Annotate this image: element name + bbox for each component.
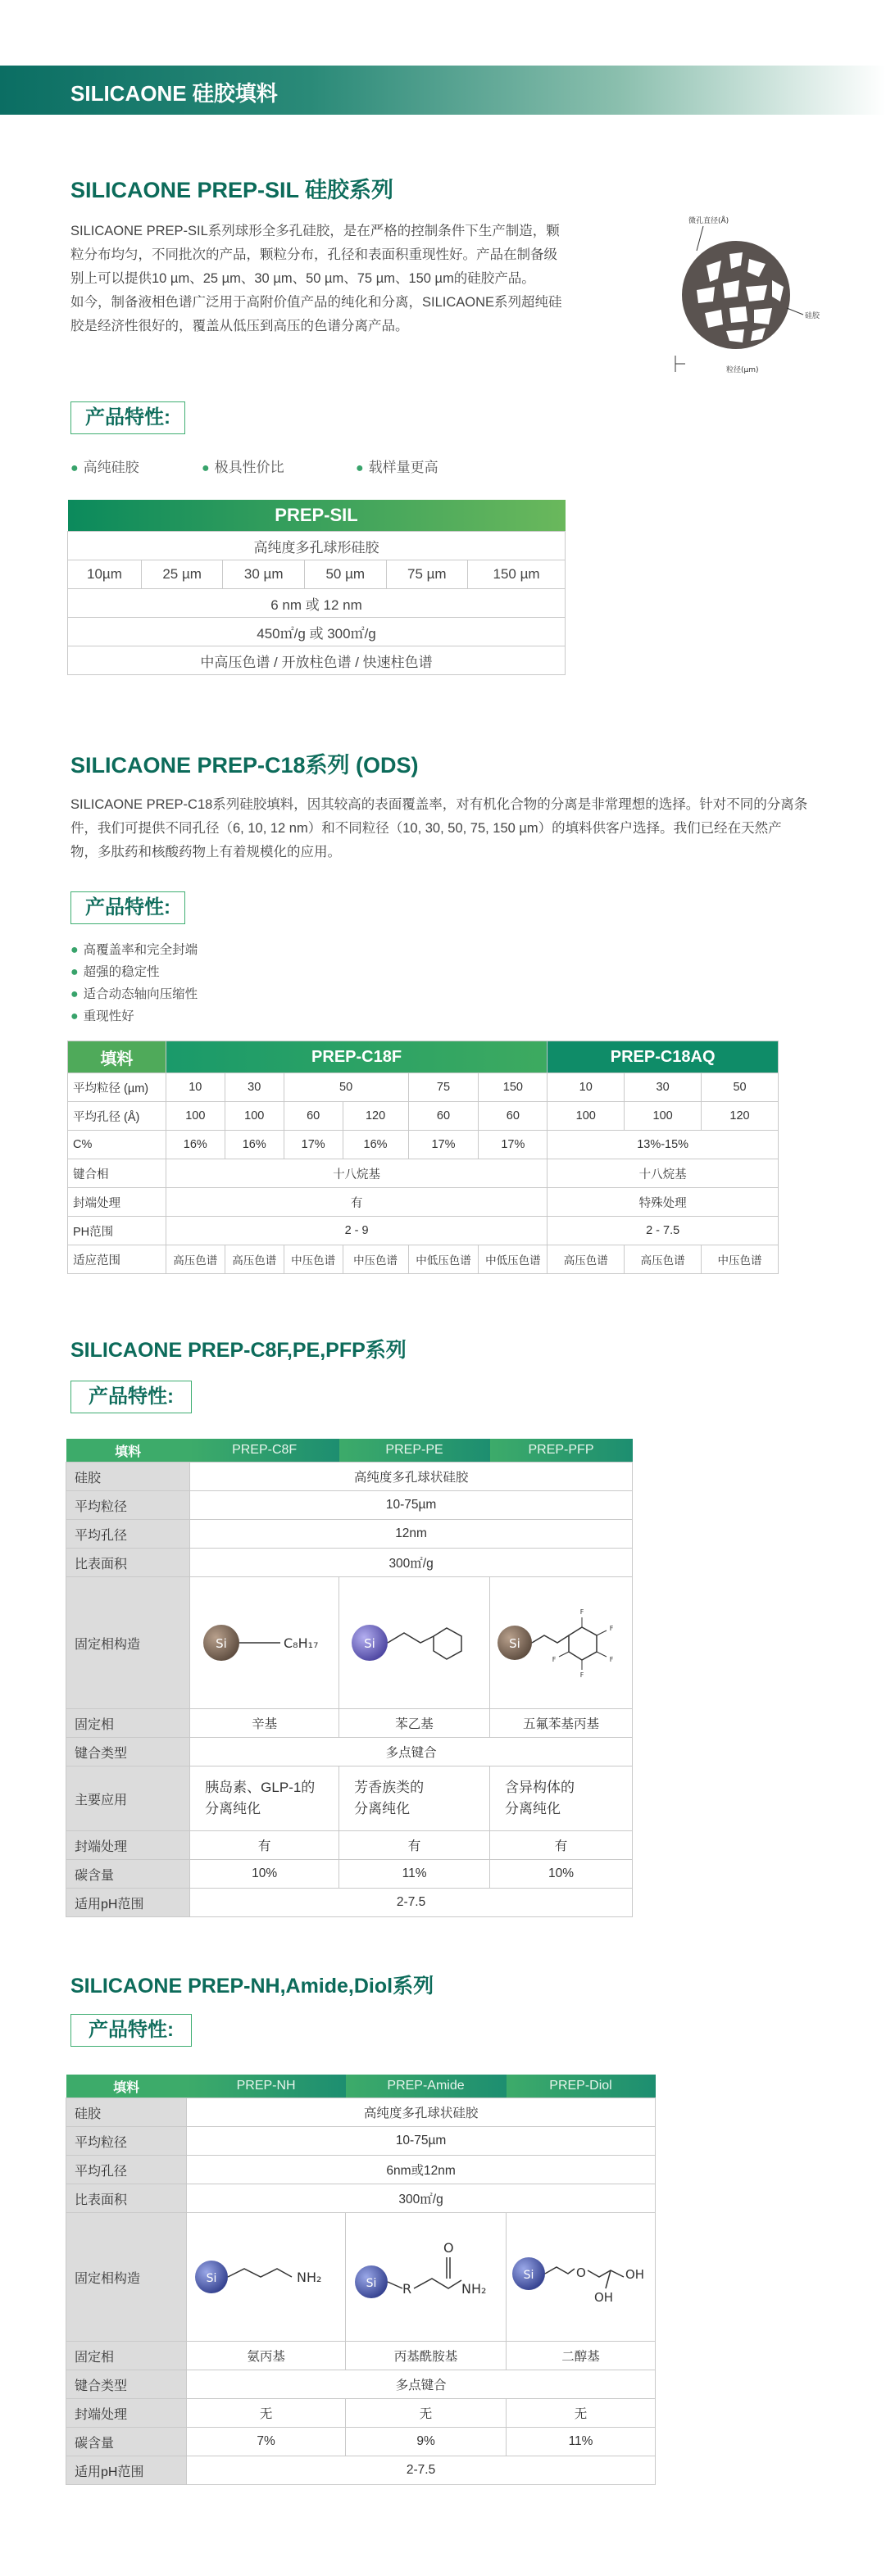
c18-header-c18f: PREP-C18F <box>166 1041 547 1073</box>
bullet-dot-icon: ● <box>202 461 210 475</box>
c18-cell: 2 - 9 <box>166 1217 547 1245</box>
amine-group: NH₂ <box>296 2270 322 2285</box>
c18-spec-table <box>67 1041 779 1274</box>
c18-row-label: 平均孔径 (Å) <box>68 1102 166 1131</box>
sil-feature-item: ● 高纯硅胶 <box>70 460 139 475</box>
nh-row-label: 比表面积 <box>66 2184 187 2213</box>
nh-row-label: 封端处理 <box>66 2399 187 2428</box>
nh-cell: 无 <box>507 2399 656 2428</box>
pentafluorophenyl-ring-icon <box>569 1627 597 1660</box>
c18-cell: 高压色谱 <box>548 1245 625 1274</box>
pe-structure-cell <box>339 1577 490 1709</box>
si-label: Si <box>523 2269 534 2282</box>
nh-row-label: 固定相构造 <box>66 2213 187 2342</box>
c8-row-label: 比表面积 <box>66 1549 190 1577</box>
nh-spec-table <box>66 2075 656 2485</box>
c8-features-heading: 产品特性: <box>70 1381 192 1413</box>
si-label: Si <box>508 1636 520 1651</box>
c18-cell: 50 <box>702 1073 779 1102</box>
c8-row-label: 硅胶 <box>66 1463 190 1491</box>
sil-spec-table <box>67 500 566 675</box>
nh-cell: 丙基酰胺基 <box>346 2342 507 2370</box>
c18-cell: 高压色谱 <box>166 1245 225 1274</box>
c8-header-c8f: PREP-C8F <box>190 1439 339 1463</box>
c8-header-pe: PREP-PE <box>339 1439 490 1463</box>
c8-section-title: SILICAONE PREP-C8F,PE,PFP系列 <box>70 1339 407 1362</box>
nh-cell: 300㎡/g <box>187 2184 656 2213</box>
c18-feature-item: ● 高覆盖率和完全封端 <box>70 943 198 957</box>
sil-feature-item: ● 载样量更高 <box>356 460 438 475</box>
c8-row-label: 平均孔径 <box>66 1520 190 1549</box>
amide-nh2: NH₂ <box>461 2281 486 2297</box>
c18-cell: 中压色谱 <box>702 1245 779 1274</box>
c18-cell: 16% <box>343 1131 408 1159</box>
c8-row-label: 封端处理 <box>66 1831 190 1860</box>
diagram-top-label: 微孔直径(Å) <box>688 217 729 225</box>
c8-cell: 苯乙基 <box>339 1709 490 1738</box>
c18-cell: 高压色谱 <box>225 1245 284 1274</box>
c18-cell: 10 <box>548 1073 625 1102</box>
c18-cell: 16% <box>166 1131 225 1159</box>
bullet-dot-icon: ● <box>356 461 364 475</box>
diol-ether-oxygen: O <box>575 2265 586 2280</box>
c18-row-label: C% <box>68 1131 166 1159</box>
nh-row-label: 平均粒径 <box>66 2127 187 2156</box>
c18-row-label: 键合相 <box>68 1159 166 1188</box>
c18-feature-item: ● 适合动态轴向压缩性 <box>70 987 198 1001</box>
nh-cell: 多点键合 <box>187 2370 656 2399</box>
c18-feature-item: ● 超强的稳定性 <box>70 965 160 979</box>
c18-cell: 60 <box>408 1102 479 1131</box>
c8-cell: 300㎡/g <box>190 1549 633 1577</box>
c18-features-heading: 产品特性: <box>70 891 185 924</box>
diagram-right-label: 硅胶 <box>805 312 820 320</box>
c18-row-label: 封端处理 <box>68 1188 166 1217</box>
c18-cell: 30 <box>225 1073 284 1102</box>
c8-cell: 多点键合 <box>190 1738 633 1766</box>
c18-cell: 75 <box>408 1073 479 1102</box>
c8-formula: C₈H₁₇ <box>283 1635 319 1651</box>
sil-features-heading: 产品特性: <box>70 401 185 434</box>
nh-structure-cell <box>187 2213 346 2342</box>
c8-row-label: 主要应用 <box>66 1766 190 1831</box>
c8-cell: 10-75µm <box>190 1491 633 1520</box>
nh-cell: 10-75µm <box>187 2127 656 2156</box>
bullet-dot-icon: ● <box>70 987 79 1001</box>
sil-size-cell: 30 µm <box>223 560 305 589</box>
nh-cell: 9% <box>346 2428 507 2456</box>
si-label: Si <box>366 2277 376 2290</box>
c18-cell: 中压色谱 <box>343 1245 408 1274</box>
c8-row-label: 适用pH范围 <box>66 1889 190 1917</box>
c8-cell: 10% <box>490 1860 633 1889</box>
c18-cell: 17% <box>479 1131 548 1159</box>
nh-features-heading: 产品特性: <box>70 2014 192 2047</box>
nh-row-label: 平均孔径 <box>66 2156 187 2184</box>
c18-paragraph: SILICAONE PREP-C18系列硅胶填料，因其较高的表面覆盖率，对有机化合物的分离是非常理想的选择。针对不同的分离条件，我们可提供不同孔径（6, 10, 12 nm）和不同粒径（10, 30, 50, 75, 150 µm）的填料供客户选择。我们已经在天然产物，多肽药和核酸药物上有着规模化的应用。 <box>70 797 808 859</box>
c18-row-label: 适应范围 <box>68 1245 166 1274</box>
page-banner <box>0 66 886 115</box>
nh-row-label: 碳含量 <box>66 2428 187 2456</box>
amide-structure <box>350 2228 502 2326</box>
amide-oxygen: O <box>443 2240 454 2256</box>
si-label: Si <box>363 1636 375 1651</box>
c8-app-cell: 胰岛素、GLP-1的 分离纯化 <box>190 1766 339 1831</box>
c8-spec-table <box>66 1439 633 1917</box>
c18-cell: 50 <box>284 1073 408 1102</box>
c18-header-filler: 填料 <box>68 1041 166 1073</box>
c18-cell: 有 <box>166 1188 547 1217</box>
c18-header-c18aq: PREP-C18AQ <box>548 1041 779 1073</box>
sil-table-cell: 450㎡/g 或 300㎡/g <box>68 618 566 646</box>
benzene-ring-icon <box>434 1628 461 1659</box>
pfp-structure <box>492 1598 631 1688</box>
porous-silica-diagram <box>664 211 828 375</box>
banner-title: SILICAONE 硅胶填料 <box>70 81 278 106</box>
c8-cell: 10% <box>190 1860 339 1889</box>
c8-row-label: 固定相构造 <box>66 1577 190 1709</box>
nh-cell: 2-7.5 <box>187 2456 656 2485</box>
sil-table-cell: 高纯度多孔球形硅胶 <box>68 532 566 560</box>
diol-hydroxyl: OH <box>593 2290 613 2305</box>
c8-structure-cell <box>190 1577 339 1709</box>
nh-section-title: SILICAONE PREP-NH,Amide,Diol系列 <box>70 1975 434 1998</box>
c8-row-label: 平均粒径 <box>66 1491 190 1520</box>
c18-cell: 150 <box>479 1073 548 1102</box>
nh-header-filler: 填料 <box>66 2075 187 2098</box>
c8-cell: 有 <box>339 1831 490 1860</box>
nh-cell: 高纯度多孔球状硅胶 <box>187 2098 656 2127</box>
c18-cell: 特殊处理 <box>548 1188 779 1217</box>
diol-hydroxyl: OH <box>625 2267 644 2282</box>
nh-cell: 7% <box>187 2428 346 2456</box>
c8-cell: 有 <box>190 1831 339 1860</box>
pe-structure <box>345 1602 484 1684</box>
c18-cell: 高压色谱 <box>625 1245 702 1274</box>
c18-cell: 中低压色谱 <box>479 1245 548 1274</box>
c8-header-filler: 填料 <box>66 1439 190 1463</box>
nh-cell: 氨丙基 <box>187 2342 346 2370</box>
c8-cell: 11% <box>339 1860 490 1889</box>
c18-row-label: 平均粒径 (µm) <box>68 1073 166 1102</box>
c18-cell: 120 <box>702 1102 779 1131</box>
c18-cell: 16% <box>225 1131 284 1159</box>
c18-cell: 100 <box>166 1102 225 1131</box>
c18-cell: 30 <box>625 1073 702 1102</box>
c18-row-label: PH范围 <box>68 1217 166 1245</box>
diagram-bottom-label: 粒径(µm) <box>726 366 759 374</box>
c18-cell: 60 <box>284 1102 343 1131</box>
c18-cell: 10 <box>166 1073 225 1102</box>
sil-size-cell: 75 µm <box>386 560 468 589</box>
c8-row-label: 键合类型 <box>66 1738 190 1766</box>
c8-app-cell: 芳香族类的 分离纯化 <box>339 1766 490 1831</box>
sil-paragraph-2: 如今，制备液相色谱广泛用于高附价值产品的纯化和分离，SILICAONE系列超纯硅胶是经济性很好的，覆盖从低压到高压的色谱分离产品。 <box>70 295 562 333</box>
diol-structure-cell <box>507 2213 656 2342</box>
nh-header-nh: PREP-NH <box>187 2075 346 2098</box>
nh-header-diol: PREP-Diol <box>507 2075 656 2098</box>
sil-size-cell: 50 µm <box>304 560 386 589</box>
amide-r-group: R <box>402 2281 411 2297</box>
si-label: Si <box>215 1636 227 1651</box>
sil-size-cell: 10µm <box>68 560 142 589</box>
nh-cell: 二醇基 <box>507 2342 656 2370</box>
nh-cell: 无 <box>187 2399 346 2428</box>
c18-cell: 13%-15% <box>548 1131 779 1159</box>
pfp-structure-cell <box>490 1577 633 1709</box>
sil-size-cell: 25 µm <box>141 560 223 589</box>
c18-cell: 100 <box>548 1102 625 1131</box>
c8-cell: 2-7.5 <box>190 1889 633 1917</box>
c18-description <box>70 793 808 864</box>
c18-cell: 120 <box>343 1102 408 1131</box>
sil-feature-item: ● 极具性价比 <box>202 460 284 475</box>
bullet-dot-icon: ● <box>70 965 79 979</box>
nh-cell: 6nm或12nm <box>187 2156 656 2184</box>
c18-cell: 100 <box>225 1102 284 1131</box>
c8-cell: 辛基 <box>190 1709 339 1738</box>
si-label: Si <box>206 2272 216 2285</box>
c18-cell: 中压色谱 <box>284 1245 343 1274</box>
sil-description <box>70 220 569 338</box>
c18-section-title: SILICAONE PREP-C18系列 (ODS) <box>70 753 419 778</box>
c18-cell: 2 - 7.5 <box>548 1217 779 1245</box>
svg-text:F: F <box>609 1656 613 1663</box>
c18-cell: 17% <box>284 1131 343 1159</box>
bullet-dot-icon: ● <box>70 1009 79 1023</box>
c18-feature-item: ● 重现性好 <box>70 1009 134 1023</box>
c18-cell: 60 <box>479 1102 548 1131</box>
nh-row-label: 固定相 <box>66 2342 187 2370</box>
c8-cell: 有 <box>490 1831 633 1860</box>
nh-structure <box>190 2236 343 2318</box>
nh-row-label: 适用pH范围 <box>66 2456 187 2485</box>
c8-app-cell: 含异构体的 分离纯化 <box>490 1766 633 1831</box>
c18-cell: 十八烷基 <box>548 1159 779 1188</box>
c18-feature-list <box>70 939 198 1027</box>
bullet-dot-icon: ● <box>70 461 79 475</box>
amide-structure-cell <box>346 2213 507 2342</box>
c18-cell: 中低压色谱 <box>408 1245 479 1274</box>
diol-structure <box>509 2236 653 2318</box>
svg-text:F: F <box>609 1625 613 1632</box>
c8-cell: 12nm <box>190 1520 633 1549</box>
sil-table-header: PREP-SIL <box>68 500 566 532</box>
c18-cell: 100 <box>625 1102 702 1131</box>
svg-text:F: F <box>579 1608 584 1616</box>
c18-cell: 十八烷基 <box>166 1159 547 1188</box>
nh-header-amide: PREP-Amide <box>346 2075 507 2098</box>
nh-row-label: 键合类型 <box>66 2370 187 2399</box>
sil-section-title: SILICAONE PREP-SIL 硅胶系列 <box>70 178 394 202</box>
c8-row-label: 碳含量 <box>66 1860 190 1889</box>
c18-cell: 17% <box>408 1131 479 1159</box>
svg-text:F: F <box>579 1671 584 1679</box>
svg-text:F: F <box>552 1656 556 1663</box>
c8-structure <box>195 1602 334 1684</box>
bullet-dot-icon: ● <box>70 943 79 957</box>
c8-header-pfp: PREP-PFP <box>490 1439 633 1463</box>
nh-cell: 11% <box>507 2428 656 2456</box>
nh-row-label: 硅胶 <box>66 2098 187 2127</box>
sil-table-cell: 6 nm 或 12 nm <box>68 589 566 618</box>
sil-table-cell: 中高压色谱 / 开放柱色谱 / 快速柱色谱 <box>68 646 566 675</box>
c8-row-label: 固定相 <box>66 1709 190 1738</box>
nh-cell: 无 <box>346 2399 507 2428</box>
sil-paragraph-1: SILICAONE PREP-SIL系列球形全多孔硅胶，是在严格的控制条件下生产制造，颗粒分布均匀，不同批次的产品，颗粒分布，孔径和表面积重现性好。产品在制备级别上可以提供10 µm、25 µm、30 µm、50 µm、75 µm、150 µm的硅胶产品。 <box>70 224 560 286</box>
sil-size-cell: 150 µm <box>468 560 566 589</box>
c8-cell: 五氟苯基丙基 <box>490 1709 633 1738</box>
c8-cell: 高纯度多孔球状硅胶 <box>190 1463 633 1491</box>
